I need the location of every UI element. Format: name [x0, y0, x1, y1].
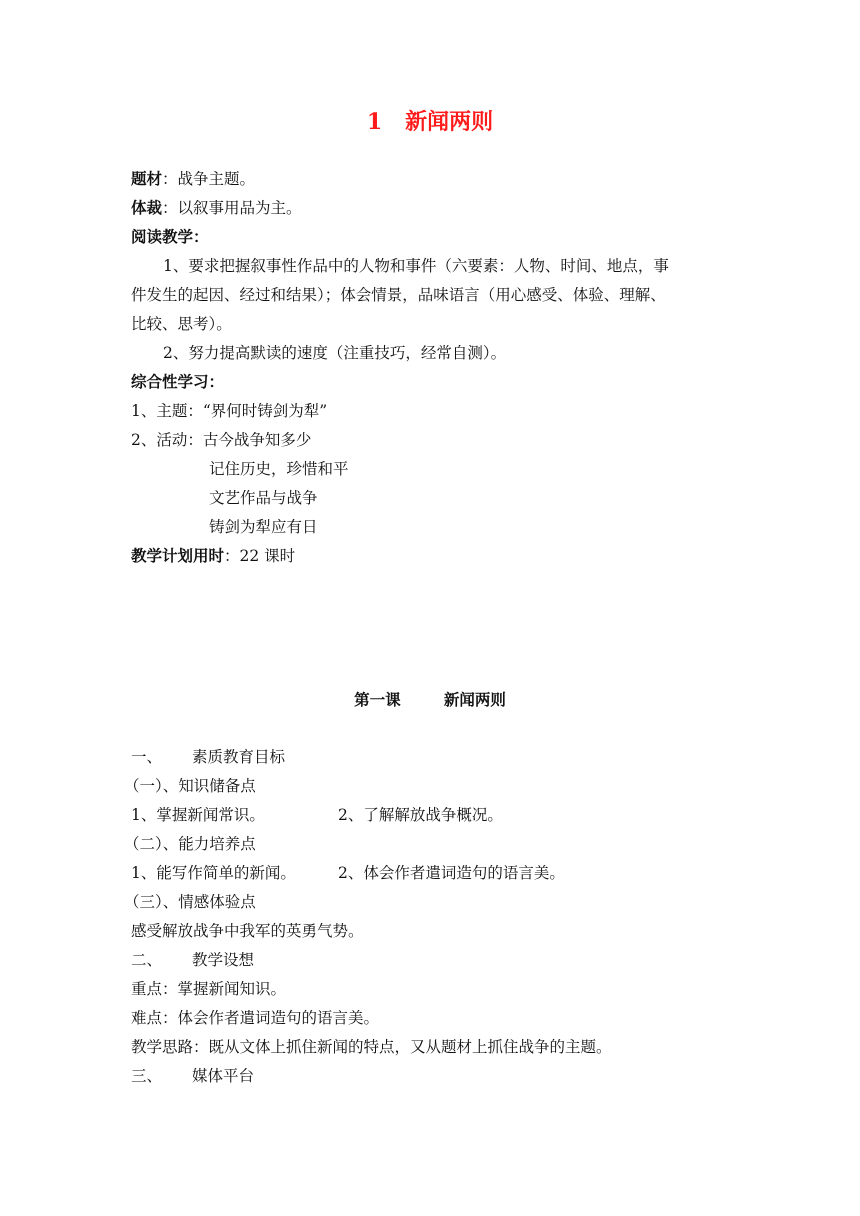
- ability-items: [131, 862, 565, 884]
- section-3-heading: [131, 1065, 254, 1087]
- title-text: 新闻两则: [405, 109, 494, 135]
- section-3-number: 三、: [131, 1067, 163, 1085]
- comprehensive-item-1: 1、主题：“界何时铸剑为犁”: [131, 402, 328, 420]
- knowledge-item-2: 2、了解解放战争概况。: [338, 806, 503, 824]
- reading-item-2: 2、努力提高默读的速度（注重技巧，经常自测）。: [163, 344, 507, 362]
- knowledge-items: [131, 804, 503, 826]
- reading-item-1b: 件发生的起因、经过和结果）；体会情景，品味语言（用心感受、体验、理解、: [131, 286, 666, 304]
- activity-item-3: 文艺作品与战争: [209, 489, 318, 507]
- reading-item-1a: 1、要求把握叙事性作品中的人物和事件（六要素：人物、时间、地点，事: [163, 257, 669, 275]
- lesson-title: 第一课: [354, 690, 401, 709]
- subsection-ability: （二）、能力培养点: [124, 835, 256, 853]
- genre-label: 体裁: [131, 198, 163, 217]
- subsection-emotion: （三）、情感体验点: [124, 893, 256, 911]
- activity-item-2: 记住历史，珍惜和平: [209, 460, 349, 478]
- ability-item-1: 1、能写作简单的新闻。: [131, 864, 296, 882]
- reading-item-1c: 比较、思考）。: [131, 315, 232, 333]
- section-2-number: 二、: [131, 951, 163, 969]
- theme-line: [131, 168, 255, 190]
- plan-line: [131, 545, 295, 567]
- document-title: [0, 105, 860, 136]
- comprehensive-heading: 综合性学习：: [131, 372, 225, 391]
- teaching-approach: 教学思路：既从文体上抓住新闻的特点，又从题材上抓住战争的主题。: [131, 1038, 612, 1056]
- plan-value: ：22 课时: [224, 547, 296, 565]
- title-number: 1: [366, 109, 383, 135]
- section-2-heading: [131, 949, 254, 971]
- knowledge-item-1: 1、掌握新闻常识。: [131, 806, 265, 824]
- ability-item-2: 2、体会作者遣词造句的语言美。: [338, 864, 565, 882]
- genre-line: [131, 197, 302, 219]
- section-1-number: 一、: [131, 748, 163, 766]
- section-1-heading: [131, 746, 285, 768]
- activity-item-4: 铸剑为犁应有日: [209, 518, 318, 536]
- key-point: 重点：掌握新闻知识。: [131, 980, 287, 998]
- lesson-heading: [0, 688, 860, 710]
- theme-label: 题材: [131, 169, 163, 188]
- section-2-title: 教学设想: [192, 951, 255, 969]
- section-3-title: 媒体平台: [192, 1067, 255, 1085]
- plan-label: 教学计划用时: [131, 546, 225, 565]
- section-1-title: 素质教育目标: [192, 748, 286, 766]
- theme-value: ：战争主题。: [162, 170, 256, 188]
- emotion-item: 感受解放战争中我军的英勇气势。: [131, 922, 364, 940]
- reading-heading: 阅读教学：: [131, 227, 209, 246]
- difficulty-point: 难点：体会作者遣词造句的语言美。: [131, 1009, 380, 1027]
- lesson-name: 新闻两则: [443, 690, 506, 709]
- comprehensive-item-2: 2、活动：古今战争知多少: [131, 431, 312, 449]
- subsection-knowledge: （一）、知识储备点: [124, 777, 256, 795]
- genre-value: ：以叙事用品为主。: [162, 199, 302, 217]
